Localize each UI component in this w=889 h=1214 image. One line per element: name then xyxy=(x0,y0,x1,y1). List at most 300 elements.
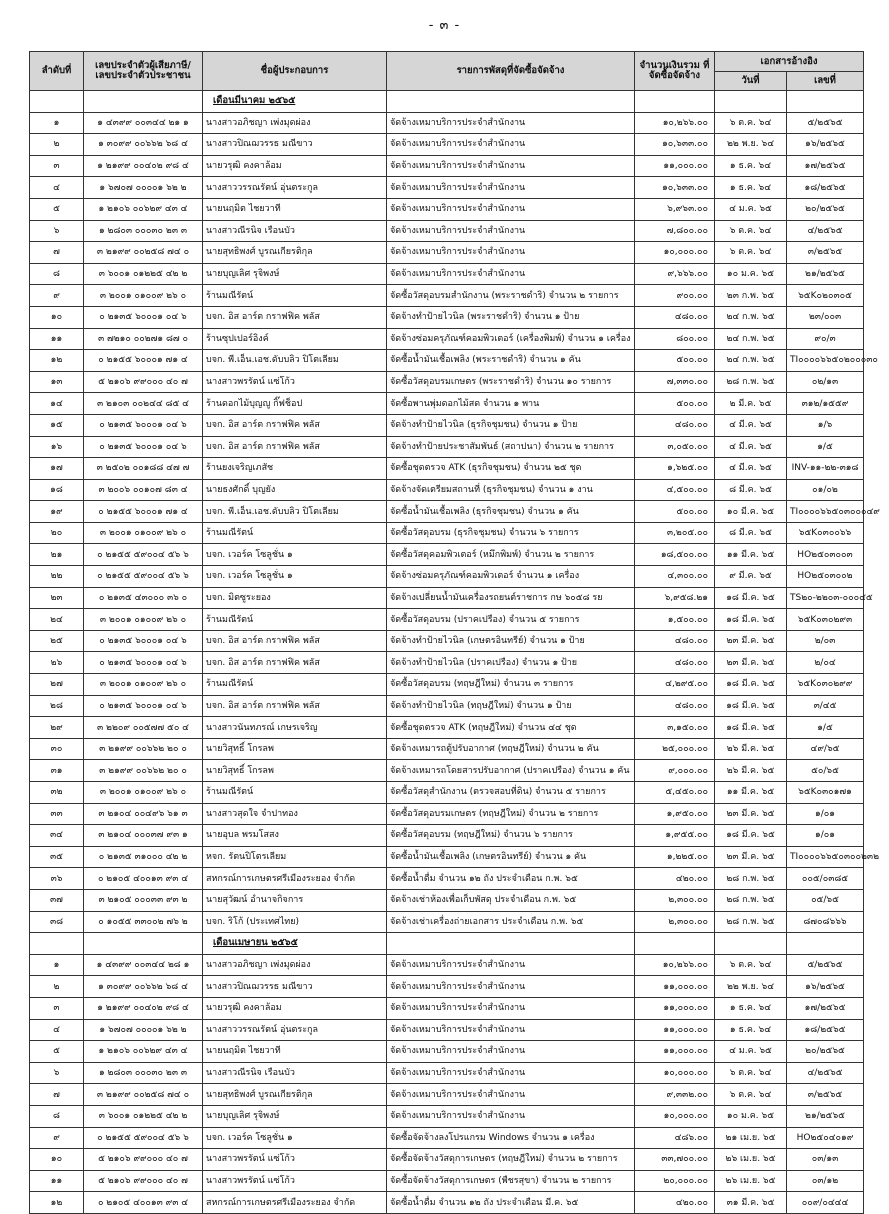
table-row xyxy=(30,738,864,760)
tax-id: ๓ ๒๒๐๙ ๐๐๕๗๗ ๕๐ ๔ xyxy=(84,717,203,739)
table-row xyxy=(30,1041,864,1063)
amount: ๑๐,๐๐๐.๐๐ xyxy=(635,242,715,264)
item-description: จัดซื้อจัดจ้างลงโปรแกรม Windows จำนวน ๑ เครื่อง xyxy=(387,1127,635,1149)
item-description: จัดจ้างเปลี่ยนน้ำมันเครื่องรถยนต์ราชการ กษ ๖๐๕๘ รย xyxy=(387,587,635,609)
ref-number: ๒/๐๓ xyxy=(787,630,864,652)
amount: ๑๘,๕๐๐.๐๐ xyxy=(635,544,715,566)
tax-id: ๑ ๖๗๐๗ ๐๐๐๐๑ ๖๒ ๒ xyxy=(84,177,203,199)
vendor-name: นายธงศักดิ์ บุญยัง xyxy=(203,479,387,501)
amount: ๗,๓๓๐.๐๐ xyxy=(635,371,715,393)
tax-id: ๐ ๒๑๓๕ ๓๑๐๐๐ ๔๒ ๒ xyxy=(84,846,203,868)
vendor-name: นางสาวปิณฌวรรธ มณีขาว xyxy=(203,134,387,156)
vendor-name: ร้านดอกไม้บุญญู กิ๊ฟช็อป xyxy=(203,393,387,415)
vendor-name: ร้านยงเจริญเภสัช xyxy=(203,458,387,480)
tax-id: ๐ ๒๑๐๕ ๔๐๐๑๓ ๙๓ ๔ xyxy=(84,868,203,890)
amount: ๑,๕๐๐.๐๐ xyxy=(635,609,715,631)
row-number: ๒๓ xyxy=(30,587,84,609)
item-description: จัดจ้างเหมาบริการประจำสำนักงาน xyxy=(387,155,635,177)
item-description: จัดจ้างเหมารถโดยสารปรับอากาศ (ปราคเปรือง) จำนวน ๑ คัน xyxy=(387,760,635,782)
row-number: ๓ xyxy=(30,997,84,1019)
amount: ๑,๒๒๕.๐๐ xyxy=(635,846,715,868)
ref-date: ๑๘ มี.ค. ๖๕ xyxy=(715,609,787,631)
ref-number: ๒๑/๒๕๖๕ xyxy=(787,263,864,285)
ref-date: ๑๐ ม.ค. ๖๕ xyxy=(715,1105,787,1127)
ref-number: ๓/๒๕๖๕ xyxy=(787,242,864,264)
row-number: ๒๘ xyxy=(30,695,84,717)
table-row xyxy=(30,134,864,156)
table-row xyxy=(30,976,864,998)
section-empty-cell xyxy=(787,933,864,955)
vendor-name: ร้านซุปเปอร์อิงค์ xyxy=(203,328,387,350)
row-number: ๑๕ xyxy=(30,414,84,436)
row-number: ๘ xyxy=(30,1105,84,1127)
item-description: จัดซื้อน้ำดื่ม จำนวน ๑๒ ถัง ประจำเดือน ก.พ. ๖๕ xyxy=(387,868,635,890)
ref-date: ๘ มี.ค. ๖๕ xyxy=(715,522,787,544)
table-row xyxy=(30,285,864,307)
ref-number: ๑/๕ xyxy=(787,436,864,458)
table-row xyxy=(30,954,864,976)
section-empty-cell xyxy=(715,91,787,113)
tax-id: ๐ ๒๑๓๕ ๖๐๐๐๑ ๐๔ ๖ xyxy=(84,630,203,652)
ref-date: ๒๔ ก.พ. ๖๕ xyxy=(715,350,787,372)
ref-date: ๒๓ ก.พ. ๖๕ xyxy=(715,285,787,307)
vendor-name: นายนฤมิต ไชยวาที xyxy=(203,198,387,220)
amount: ๑๐,๖๓๓.๐๐ xyxy=(635,177,715,199)
tax-id: ๓ ๖๐๐๑ ๐๑๒๒๕ ๔๒ ๒ xyxy=(84,263,203,285)
row-number: ๙ xyxy=(30,1127,84,1149)
amount: ๑,๙๕๐.๐๐ xyxy=(635,803,715,825)
tax-id: ๓ ๒๑๐๓ ๐๐๒๔๔ ๘๕ ๔ xyxy=(84,393,203,415)
ref-number: INV-๑๑-๒๒-๓๑๘ xyxy=(787,458,864,480)
table-row xyxy=(30,544,864,566)
ref-date: ๒๒ พ.ย. ๖๔ xyxy=(715,976,787,998)
vendor-name: นางสาวพรรัตน์ แซ่โก้ว xyxy=(203,1149,387,1171)
vendor-name: บจก. พี.เอ็น.เอช.ดับบลิว ปิโตเลียม xyxy=(203,501,387,523)
table-row xyxy=(30,695,864,717)
amount: ๔๒๐.๐๐ xyxy=(635,1192,715,1214)
ref-number: ๓๑๒/๑๕๕๙ xyxy=(787,393,864,415)
amount: ๑๑,๐๐๐.๐๐ xyxy=(635,997,715,1019)
tax-id: ๑ ๒๑๐๖ ๐๐๖๒๙ ๔๓ ๔ xyxy=(84,198,203,220)
table-row xyxy=(30,220,864,242)
amount: ๕๐๐.๐๐ xyxy=(635,501,715,523)
ref-date: ๑๘ มี.ค. ๖๕ xyxy=(715,695,787,717)
row-number: ๑๓ xyxy=(30,371,84,393)
row-number: ๒๕ xyxy=(30,630,84,652)
header-taxid: เลขประจำตัวผู้เสียภาษี/ เลขประจำตัวประชาชน xyxy=(84,52,203,91)
vendor-name: นายบุญเลิศ รุจิพงษ์ xyxy=(203,263,387,285)
amount: ๓๓,๗๐๐.๐๐ xyxy=(635,1149,715,1171)
ref-number: ๖๕K๐๒๐๓๐๕ xyxy=(787,285,864,307)
procurement-table xyxy=(29,51,880,1214)
ref-number: TI๐๐๐๐๖๖๕๐๓๐๐๐๔๙ xyxy=(787,501,864,523)
vendor-name: บจก. มิตซูระยอง xyxy=(203,587,387,609)
header-item: รายการพัสดุที่จัดซื้อจัดจ้าง xyxy=(387,52,635,91)
row-number: ๒ xyxy=(30,134,84,156)
table-row xyxy=(30,328,864,350)
tax-id: ๓ ๒๑๙๙ ๐๐๒๕๘ ๗๔ ๐ xyxy=(84,1084,203,1106)
row-number: ๓๓ xyxy=(30,803,84,825)
tax-id: ๐ ๒๑๓๕ ๖๐๐๐๑ ๐๔ ๖ xyxy=(84,414,203,436)
ref-number: ๖๕K๐๓๐๑๗๑ xyxy=(787,782,864,804)
row-number: ๒๗ xyxy=(30,674,84,696)
row-number: ๓๖ xyxy=(30,868,84,890)
amount: ๑๐,๐๐๐.๐๐ xyxy=(635,1062,715,1084)
item-description: จัดจ้างเช่าห้องเพื่อเก็บพัสดุ ประจำเดือน ก.พ. ๖๕ xyxy=(387,889,635,911)
row-number: ๑๑ xyxy=(30,328,84,350)
vendor-name: บจก. เวอร์ค โซลูชั่น ๑ xyxy=(203,566,387,588)
section-empty-cell xyxy=(635,91,715,113)
amount: ๑๐,๒๖๖.๐๐ xyxy=(635,954,715,976)
tax-id: ๐ ๒๑๕๕ ๖๐๐๐๑ ๗๑ ๔ xyxy=(84,350,203,372)
amount: ๔,๓๐๐.๐๐ xyxy=(635,566,715,588)
ref-date: ๒๖ เม.ย. ๖๕ xyxy=(715,1149,787,1171)
amount: ๑๐,๒๖๖.๐๐ xyxy=(635,112,715,134)
tax-id: ๓ ๒๐๐๑ ๐๑๐๐๙ ๒๖ ๐ xyxy=(84,522,203,544)
row-number: ๑๖ xyxy=(30,436,84,458)
ref-date: ๒๒ พ.ย. ๖๔ xyxy=(715,134,787,156)
item-description: จัดซื้อวัสดุอบรมสำนักงาน (พระราชดำริ) จำนวน ๒ รายการ xyxy=(387,285,635,307)
item-description: จัดจ้างเหมาบริการประจำสำนักงาน xyxy=(387,954,635,976)
ref-date: ๔ มี.ค. ๖๕ xyxy=(715,414,787,436)
item-description: จัดจ้างทำป้ายไวนิล (ทฤษฎีใหม่) จำนวน ๑ ป้าย xyxy=(387,695,635,717)
row-number: ๒ xyxy=(30,976,84,998)
table-header xyxy=(30,52,864,91)
item-description: จัดจ้างจัดเตรียมสถานที่ (ธุรกิจชุมชน) จำนวน ๑ งาน xyxy=(387,479,635,501)
table-row xyxy=(30,242,864,264)
ref-date: ๒๖ มี.ค. ๖๕ xyxy=(715,760,787,782)
item-description: จัดจ้างเหมาบริการประจำสำนักงาน xyxy=(387,1019,635,1041)
amount: ๑,๙๕๕.๐๐ xyxy=(635,825,715,847)
ref-date: ๒๖ เม.ย. ๖๕ xyxy=(715,1170,787,1192)
section-empty-cell xyxy=(30,933,84,955)
ref-number: ๐๑/๐๒ xyxy=(787,479,864,501)
row-number: ๔ xyxy=(30,177,84,199)
row-number: ๑๗ xyxy=(30,458,84,480)
tax-id: ๐ ๒๑๕๕ ๕๙๐๐๔ ๕๖ ๖ xyxy=(84,1127,203,1149)
ref-date: ๒๖ มี.ค. ๖๕ xyxy=(715,738,787,760)
row-number: ๑๑ xyxy=(30,1170,84,1192)
header-amount: จำนวนเงินรวม ที่จัดซื้อจัดจ้าง xyxy=(635,52,715,91)
vendor-name: นายสุวัฒน์ อำนาจกิจการ xyxy=(203,889,387,911)
ref-date: ๒๘ ก.พ. ๖๕ xyxy=(715,911,787,933)
item-description: จัดจ้างเหมาบริการประจำสำนักงาน xyxy=(387,198,635,220)
table-row xyxy=(30,1105,864,1127)
ref-number: ๕/๒๕๖๕ xyxy=(787,112,864,134)
item-description: จัดจ้างเหมาบริการประจำสำนักงาน xyxy=(387,1041,635,1063)
item-description: จัดซื้อวัสดุอบรม (ปราคเปรือง) จำนวน ๕ รายการ xyxy=(387,609,635,631)
table-body xyxy=(30,91,880,1214)
ref-number: ๑๘/๒๕๖๕ xyxy=(787,1019,864,1041)
ref-date: ๒๓ มี.ค. ๖๕ xyxy=(715,846,787,868)
ref-date: ๒ มี.ค. ๖๕ xyxy=(715,393,787,415)
table-row xyxy=(30,803,864,825)
row-number: ๓๘ xyxy=(30,911,84,933)
table-row xyxy=(30,263,864,285)
amount: ๕,๔๕๐.๐๐ xyxy=(635,782,715,804)
row-number: ๒๒ xyxy=(30,566,84,588)
item-description: จัดซื้อน้ำมันเชื้อเพลิง (เกษตรอินทรีย์) จำนวน ๑ คัน xyxy=(387,846,635,868)
amount: ๕๐๐.๐๐ xyxy=(635,350,715,372)
item-description: จัดซื้อวัสดุอบรมเกษตร (พระราชดำริ) จำนวน ๑๐ รายการ xyxy=(387,371,635,393)
table-row xyxy=(30,112,864,134)
ref-number: ๑๗/๒๕๖๕ xyxy=(787,997,864,1019)
ref-date: ๔ มี.ค. ๖๕ xyxy=(715,436,787,458)
amount: ๑๑,๐๐๐.๐๐ xyxy=(635,155,715,177)
table-row xyxy=(30,1062,864,1084)
ref-number: ๒๓/๐๐๓ xyxy=(787,306,864,328)
ref-number: ๙๐/๓ xyxy=(787,328,864,350)
amount: ๔,๒๙๕.๐๐ xyxy=(635,674,715,696)
section-empty-cell xyxy=(84,933,203,955)
item-description: จัดจ้างซ่อมครุภัณฑ์คอมพิวเตอร์ จำนวน ๑ เครื่อง xyxy=(387,566,635,588)
table-row xyxy=(30,501,864,523)
ref-date: ๑๘ มี.ค. ๖๕ xyxy=(715,717,787,739)
ref-date: ๑ ธ.ค. ๖๔ xyxy=(715,177,787,199)
row-number: ๒๙ xyxy=(30,717,84,739)
item-description: จัดจ้างเหมาบริการประจำสำนักงาน xyxy=(387,112,635,134)
item-description: จัดจ้างทำป้ายประชาสัมพันธ์ (สถาปนา) จำนวน ๒ รายการ xyxy=(387,436,635,458)
ref-number: ๑/๖ xyxy=(787,414,864,436)
table-row xyxy=(30,674,864,696)
amount: ๖,๙๕๘.๒๑ xyxy=(635,587,715,609)
row-number: ๑๘ xyxy=(30,479,84,501)
table-row xyxy=(30,652,864,674)
ref-number: ๖๕K๐๓๐๐๖๖ xyxy=(787,522,864,544)
tax-id: ๓ ๒๐๐๑ ๐๑๐๐๙ ๒๖ ๐ xyxy=(84,674,203,696)
section-empty-cell xyxy=(387,91,635,113)
vendor-name: ร้านมณีรัตน์ xyxy=(203,285,387,307)
ref-date: ๖ ต.ค. ๖๔ xyxy=(715,954,787,976)
table-row xyxy=(30,760,864,782)
amount: ๓,๒๐๕.๐๐ xyxy=(635,522,715,544)
vendor-name: นางสาววรรณรัตน์ อุ่นตระกูล xyxy=(203,1019,387,1041)
vendor-name: บจก. อิส อาร์ต กราฟฟิค พลัส xyxy=(203,436,387,458)
row-number: ๓ xyxy=(30,155,84,177)
table-row xyxy=(30,630,864,652)
amount: ๔๘๐.๐๐ xyxy=(635,695,715,717)
ref-date: ๑๑ มี.ค. ๖๕ xyxy=(715,782,787,804)
amount: ๒๐,๐๐๐.๐๐ xyxy=(635,1170,715,1192)
tax-id: ๑ ๒๘๐๓ ๐๐๐๓๐ ๒๓ ๓ xyxy=(84,1062,203,1084)
tax-id: ๐ ๒๑๓๕ ๖๐๐๐๑ ๐๔ ๖ xyxy=(84,695,203,717)
vendor-name: บจก. พี.เอ็น.เอช.ดับบลิว ปิโตเลียม xyxy=(203,350,387,372)
vendor-name: บจก. อิส อาร์ต กราฟฟิค พลัส xyxy=(203,306,387,328)
item-description: จัดจ้างเหมาบริการประจำสำนักงาน xyxy=(387,263,635,285)
amount: ๑,๖๒๕.๐๐ xyxy=(635,458,715,480)
item-description: จัดซื้อจัดจ้างวัสดุการเกษตร (พืชรสุขา) จำนวน ๒ รายการ xyxy=(387,1170,635,1192)
row-number: ๘ xyxy=(30,263,84,285)
section-empty-cell xyxy=(787,91,864,113)
table-row xyxy=(30,846,864,868)
ref-number: ๑๖/๒๕๖๕ xyxy=(787,976,864,998)
row-number: ๒๔ xyxy=(30,609,84,631)
tax-id: ๓ ๒๑๙๙ ๐๐๖๖๒ ๒๐ ๐ xyxy=(84,760,203,782)
amount: ๑๑,๐๐๐.๐๐ xyxy=(635,1041,715,1063)
ref-number: ๔๙/๖๕ xyxy=(787,738,864,760)
header-reference: เอกสารอ้างอิง xyxy=(715,52,864,72)
tax-id: ๐ ๑๐๕๕ ๓๓๐๐๒ ๗๖ ๒ xyxy=(84,911,203,933)
vendor-name: บจก. อิส อาร์ต กราฟฟิค พลัส xyxy=(203,414,387,436)
vendor-name: นายวิสุทธิ์ โกรลพ xyxy=(203,738,387,760)
ref-number: TI๐๐๐๐๖๖๕๐๓๐๐๒๓๒ xyxy=(787,846,864,868)
table-row xyxy=(30,1170,864,1192)
table-row xyxy=(30,393,864,415)
ref-date: ๙ มี.ค. ๖๕ xyxy=(715,566,787,588)
tax-id: ๐ ๒๑๓๕ ๖๐๐๐๑ ๐๔ ๖ xyxy=(84,436,203,458)
ref-date: ๓๑ มี.ค. ๖๕ xyxy=(715,1192,787,1214)
ref-number: ๑/๐๑ xyxy=(787,825,864,847)
page-number: - ๓ - xyxy=(428,18,461,33)
ref-number: HO๒๕๐๓๐๐๒ xyxy=(787,566,864,588)
ref-number: HO๒๕๐๔๐๑๙ xyxy=(787,1127,864,1149)
item-description: จัดจ้างเหมาบริการประจำสำนักงาน xyxy=(387,177,635,199)
ref-number: ๕/๒๕๖๕ xyxy=(787,954,864,976)
row-number: ๖ xyxy=(30,220,84,242)
item-description: จัดซื้อพานพุ่มดอกไม้สด จำนวน ๑ พาน xyxy=(387,393,635,415)
amount: ๙๐๐.๐๐ xyxy=(635,285,715,307)
ref-date: ๑๘ มี.ค. ๖๕ xyxy=(715,674,787,696)
ref-number: HO๒๕๐๓๐๐๓ xyxy=(787,544,864,566)
item-description: จัดจ้างเหมาบริการประจำสำนักงาน xyxy=(387,1105,635,1127)
tax-id: ๓ ๒๕๐๒ ๐๐๑๘๘ ๔๗ ๗ xyxy=(84,458,203,480)
tax-id: ๓ ๒๐๐๑ ๐๑๐๐๙ ๒๖ ๐ xyxy=(84,609,203,631)
tax-id: ๑ ๒๑๐๖ ๐๐๖๒๙ ๔๓ ๔ xyxy=(84,1041,203,1063)
item-description: จัดจ้างเหมาบริการประจำสำนักงาน xyxy=(387,1084,635,1106)
item-description: จัดซื้อน้ำมันเชื้อเพลิง (พระราชดำริ) จำนวน ๑ คัน xyxy=(387,350,635,372)
row-number: ๑๔ xyxy=(30,393,84,415)
table-row xyxy=(30,522,864,544)
ref-date: ๒๓ มี.ค. ๖๕ xyxy=(715,630,787,652)
table-row xyxy=(30,1084,864,1106)
ref-date: ๒๘ ก.พ. ๖๕ xyxy=(715,889,787,911)
row-number: ๓๔ xyxy=(30,825,84,847)
section-empty-cell xyxy=(84,91,203,113)
ref-date: ๖ ต.ค. ๖๔ xyxy=(715,1062,787,1084)
ref-number: ๘๗๐๘๖๖๖ xyxy=(787,911,864,933)
ref-date: ๔ ม.ค. ๖๕ xyxy=(715,1041,787,1063)
tax-id: ๑ ๓๐๙๙ ๐๐๖๖๒ ๖๘ ๔ xyxy=(84,134,203,156)
amount: ๑๑,๐๐๐.๐๐ xyxy=(635,976,715,998)
vendor-name: ร้านมณีรัตน์ xyxy=(203,674,387,696)
amount: ๑๐,๐๐๐.๐๐ xyxy=(635,1105,715,1127)
ref-date: ๑๘ มี.ค. ๖๕ xyxy=(715,587,787,609)
ref-number: ๐๒/๑๓ xyxy=(787,371,864,393)
amount: ๑๐,๖๓๓.๐๐ xyxy=(635,134,715,156)
row-number: ๒๑ xyxy=(30,544,84,566)
vendor-name: นางสาวพรรัตน์ แซ่โก้ว xyxy=(203,371,387,393)
ref-number: ๒/๐๔ xyxy=(787,652,864,674)
item-description: จัดซื้อวัสดุอบรมเกษตร (ทฤษฎีใหม่) จำนวน ๒ รายการ xyxy=(387,803,635,825)
ref-number: ๓/๒๕๖๕ xyxy=(787,1084,864,1106)
ref-number: TI๐๐๐๐๖๖๕๐๒๐๐๐๓๐ xyxy=(787,350,864,372)
amount: ๔๘๖.๐๐ xyxy=(635,1127,715,1149)
vendor-name: บจก. อิส อาร์ต กราฟฟิค พลัส xyxy=(203,630,387,652)
ref-number: ๑/๐๑ xyxy=(787,803,864,825)
row-number: ๓๑ xyxy=(30,760,84,782)
vendor-name: บจก. อิส อาร์ต กราฟฟิค พลัส xyxy=(203,652,387,674)
tax-id: ๓ ๒๑๐๔ ๐๐๔๙๖ ๖๑ ๓ xyxy=(84,803,203,825)
header-vendor: ชื่อผู้ประกอบการ xyxy=(203,52,387,91)
tax-id: ๓ ๗๒๑๐ ๐๐๒๗๑ ๘๗ ๐ xyxy=(84,328,203,350)
item-description: จัดจ้างเหมาบริการประจำสำนักงาน xyxy=(387,242,635,264)
item-description: จัดจ้างเหมาบริการประจำสำนักงาน xyxy=(387,134,635,156)
vendor-name: นางสาวณีรนิจ เรือนบัว xyxy=(203,220,387,242)
table-row xyxy=(30,479,864,501)
amount: ๔๘๐.๐๐ xyxy=(635,630,715,652)
table-row xyxy=(30,1019,864,1041)
header-no: ลำดับที่ xyxy=(30,52,84,91)
amount: ๔๘๐.๐๐ xyxy=(635,414,715,436)
item-description: จัดจ้างเหมาบริการประจำสำนักงาน xyxy=(387,976,635,998)
item-description: จัดจ้างทำป้ายไวนิล (ปราคเปรือง) จำนวน ๑ ป้าย xyxy=(387,652,635,674)
amount: ๓,๐๕๐.๐๐ xyxy=(635,436,715,458)
ref-number: ๑๘/๒๕๖๕ xyxy=(787,177,864,199)
vendor-name: นางสาววรรณรัตน์ อุ่นตระกูล xyxy=(203,177,387,199)
vendor-name: นางสาวนันทภรณ์ เกษรเจริญ xyxy=(203,717,387,739)
ref-date: ๑๘ มี.ค. ๖๕ xyxy=(715,825,787,847)
table-row xyxy=(30,436,864,458)
vendor-name: บจก. อิส อาร์ต กราฟฟิค พลัส xyxy=(203,695,387,717)
ref-date: ๑ ธ.ค. ๖๔ xyxy=(715,155,787,177)
ref-number: ๓/๔๕ xyxy=(787,695,864,717)
vendor-name: บจก. เวอร์ค โซลูชั่น ๑ xyxy=(203,544,387,566)
vendor-name: หจก. รัตนปิโตรเลียม xyxy=(203,846,387,868)
item-description: จัดจ้างทำป้ายไวนิล (เกษตรอินทรีย์) จำนวน ๑ ป้าย xyxy=(387,630,635,652)
ref-date: ๒๔ ก.พ. ๖๕ xyxy=(715,306,787,328)
tax-id: ๕ ๒๑๐๖ ๙๙๐๐๐ ๔๐ ๗ xyxy=(84,1170,203,1192)
ref-date: ๒๘ ก.พ. ๖๕ xyxy=(715,371,787,393)
ref-number: ๐๐๙/๐๔๔๔ xyxy=(787,1192,864,1214)
table-row xyxy=(30,566,864,588)
section-empty-cell xyxy=(387,933,635,955)
tax-id: ๐ ๒๑๕๕ ๕๙๐๐๔ ๕๖ ๖ xyxy=(84,566,203,588)
tax-id: ๐ ๒๑๓๕ ๖๐๐๐๑ ๐๔ ๖ xyxy=(84,306,203,328)
ref-number: ๖๕K๐๓๐๒๙๙ xyxy=(787,674,864,696)
ref-number: ๒๐/๒๕๖๕ xyxy=(787,1041,864,1063)
vendor-name: นางสาวอภิชญา เพ่งมุดผ่อง xyxy=(203,954,387,976)
row-number: ๗ xyxy=(30,1084,84,1106)
tax-id: ๓ ๖๐๐๑ ๐๑๒๒๕ ๔๒ ๒ xyxy=(84,1105,203,1127)
tax-id: ๐ ๒๑๐๕ ๔๐๐๑๓ ๙๓ ๔ xyxy=(84,1192,203,1214)
ref-number: ๒๑/๒๕๖๕ xyxy=(787,1105,864,1127)
item-description: จัดจ้างทำป้ายไวนิล (พระราชดำริ) จำนวน ๑ ป้าย xyxy=(387,306,635,328)
ref-number: ๑๗/๒๕๖๕ xyxy=(787,155,864,177)
tax-id: ๓ ๒๑๙๙ ๐๐๖๖๒ ๒๐ ๐ xyxy=(84,738,203,760)
vendor-name: นายนฤมิต ไชยวาที xyxy=(203,1041,387,1063)
item-description: จัดซื้อชุดตรวจ ATK (ธุรกิจชุมชน) จำนวน ๒๕ ชุด xyxy=(387,458,635,480)
table-row xyxy=(30,306,864,328)
ref-date: ๑ ธ.ค. ๖๔ xyxy=(715,1019,787,1041)
ref-date: ๒๓ มี.ค. ๖๕ xyxy=(715,652,787,674)
ref-date: ๑๐ ม.ค. ๖๕ xyxy=(715,263,787,285)
vendor-name: นางสาวปิณฌวรรธ มณีขาว xyxy=(203,976,387,998)
tax-id: ๑ ๒๑๙๙ ๐๐๔๐๒ ๙๘ ๔ xyxy=(84,155,203,177)
tax-id: ๕ ๒๑๐๖ ๙๙๐๐๐ ๔๐ ๗ xyxy=(84,1149,203,1171)
ref-date: ๑ ธ.ค. ๖๔ xyxy=(715,997,787,1019)
table-row xyxy=(30,782,864,804)
section-title: เดือนเมษายน ๒๕๖๕ xyxy=(203,933,387,955)
item-description: จัดซื้อชุดตรวจ ATK (ทฤษฎีใหม่) จำนวน ๔๔ ชุด xyxy=(387,717,635,739)
amount: ๔,๕๐๐.๐๐ xyxy=(635,479,715,501)
table-row xyxy=(30,717,864,739)
table-row xyxy=(30,868,864,890)
row-number: ๑๙ xyxy=(30,501,84,523)
ref-date: ๖ ต.ค. ๖๔ xyxy=(715,112,787,134)
table-row xyxy=(30,911,864,933)
table-row xyxy=(30,1127,864,1149)
item-description: จัดซื้อวัสดุอบรม (ทฤษฎีใหม่) จำนวน ๓ รายการ xyxy=(387,674,635,696)
